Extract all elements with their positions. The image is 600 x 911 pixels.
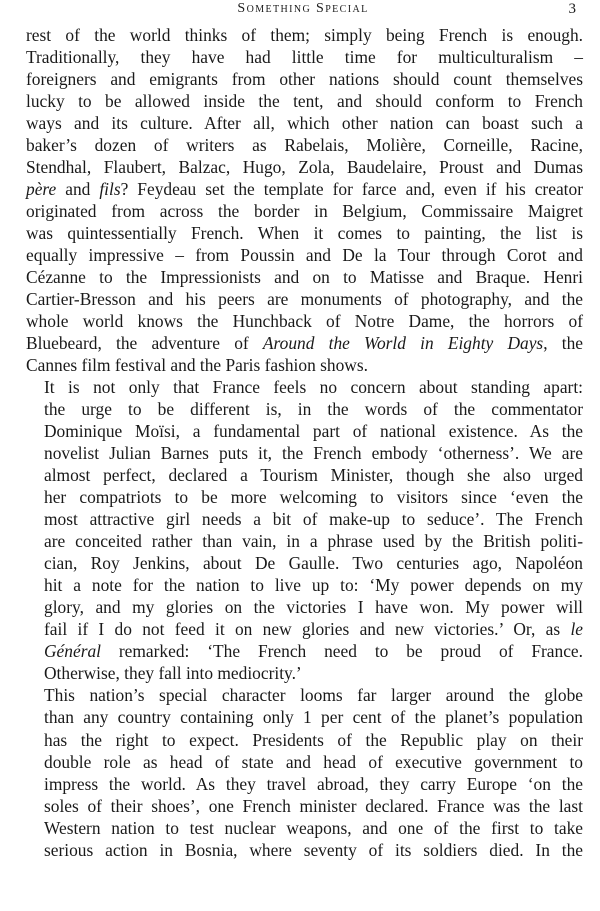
text-line: soles of their shoes’, one French minister declared. France was the last — [44, 795, 583, 816]
body-text — [26, 24, 583, 861]
text-line: than any country containing only 1 per cent of the planet’s population — [44, 707, 583, 728]
text-line: Dominique Moïsi, a fundamental part of national existence. As the — [44, 421, 583, 442]
text-line: the urge to be different is, in the words of the commentator — [44, 399, 583, 420]
page-header — [26, 0, 580, 22]
text-line: most attractive girl needs a bit of make-up to seduce’. The French — [44, 509, 583, 530]
text-line: her compatriots to be more welcoming to visitors since ‘even the — [44, 487, 583, 508]
text-line: Cannes film festival and the Paris fashion shows. — [26, 355, 368, 376]
text-line: Otherwise, they fall into mediocrity.’ — [44, 663, 302, 684]
text-line: originated from across the border in Belgium, Commissaire Maigret — [26, 201, 583, 222]
text-line: foreigners and emigrants from other nations should count themselves — [26, 69, 583, 90]
text-line: fail if I do not feed it on new glories and new victories.’ Or, as le — [44, 619, 583, 640]
text-line: impress the world. As they travel abroad, they carry Europe ‘on the — [44, 773, 583, 794]
paragraph — [26, 376, 583, 684]
text-line: equally impressive – from Poussin and De la Tour through Corot and — [26, 245, 583, 266]
text-line: It is not only that France feels no concern about standing apart: — [44, 377, 583, 398]
paragraph — [26, 24, 583, 376]
text-line: serious action in Bosnia, where seventy of its soldiers died. In the — [44, 839, 583, 860]
text-line: Cartier-Bresson and his peers are monuments of photography, and the — [26, 289, 583, 310]
text-line: Stendhal, Flaubert, Balzac, Hugo, Zola, Baudelaire, Proust and Dumas — [26, 157, 583, 178]
text-line: cian, Roy Jenkins, about De Gaulle. Two centuries ago, Napoléon — [44, 553, 583, 574]
text-line: Traditionally, they have had little time for multiculturalism – — [26, 47, 583, 68]
text-line: glory, and my glories on the victories I have won. My power will — [44, 597, 583, 618]
text-line: Western nation to test nuclear weapons, and one of the first to take — [44, 817, 583, 838]
text-line: double role as head of state and head of executive government to — [44, 751, 583, 772]
paragraph — [26, 684, 583, 860]
text-line: was quintessentially French. When it comes to painting, the list is — [26, 223, 583, 244]
text-line: novelist Julian Barnes puts it, the French embody ‘otherness’. We are — [44, 443, 583, 464]
text-line: This nation’s special character looms far larger around the globe — [44, 685, 583, 706]
text-line: Cézanne to the Impressionists and on to Matisse and Braque. Henri — [26, 267, 583, 288]
text-line: Bluebeard, the adventure of Around the World in Eighty Days, the — [26, 333, 583, 354]
text-line: baker’s dozen of writers as Rabelais, Molière, Corneille, Racine, — [26, 135, 583, 156]
text-line: Général remarked: ‘The French need to be proud of France. — [44, 641, 583, 662]
text-line: whole world knows the Hunchback of Notre Dame, the horrors of — [26, 311, 583, 332]
text-line: are conceited rather than vain, in a phrase used by the British politi- — [44, 531, 583, 552]
text-line: ways and its culture. After all, which other nation can boast such a — [26, 113, 583, 134]
text-line: hit a note for the nation to live up to: ‘My power depends on my — [44, 575, 583, 596]
text-line: almost perfect, declared a Tourism Minister, though she also urged — [44, 465, 583, 486]
text-line: rest of the world thinks of them; simply being French is enough. — [26, 25, 583, 45]
page-number: 3 — [568, 1, 576, 17]
text-line: lucky to be allowed inside the tent, and should conform to French — [26, 91, 583, 112]
text-line: père and fils? Feydeau set the template for farce and, even if his creator — [26, 179, 583, 200]
running-head: Something Special — [237, 1, 369, 16]
text-line: has the right to expect. Presidents of the Republic play on their — [44, 729, 583, 750]
